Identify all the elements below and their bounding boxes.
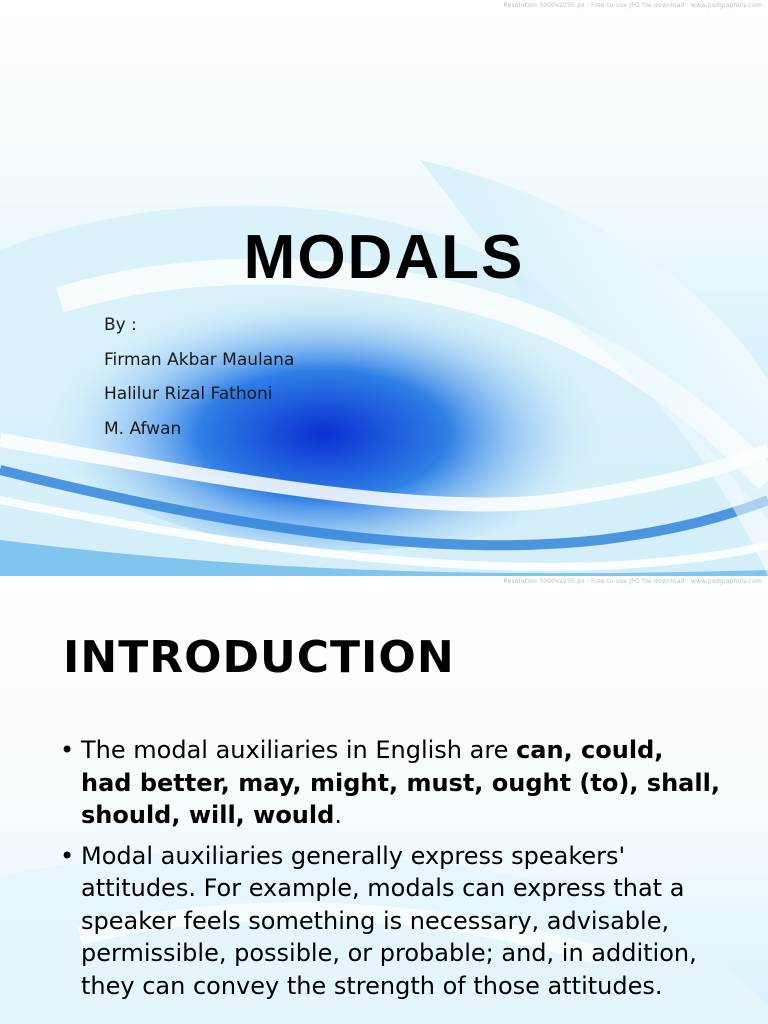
watermark-text: Resolution 3000x2250 px · Free-to-use JPG file download · www.psdgraphics.com bbox=[503, 2, 762, 9]
bullet-dot: • bbox=[60, 841, 75, 870]
bullet-item bbox=[60, 840, 720, 1003]
bullet-list bbox=[60, 734, 720, 1010]
modal-list: can, could, had better, may, might, must, ought (to), shall, should, will, would bbox=[81, 736, 720, 829]
section-heading: INTRODUCTION bbox=[63, 632, 455, 683]
author-name: Halilur Rizal Fathoni bbox=[104, 384, 273, 404]
author-list bbox=[104, 308, 294, 446]
author-name: M. Afwan bbox=[104, 418, 182, 439]
bullet-text: The modal auxiliaries in English are bbox=[81, 736, 517, 764]
author-name: Firman Akbar Maulana bbox=[104, 349, 295, 370]
bullet-text: Modal auxiliaries generally express speakers' attitudes. For example, modals can express that a speaker feels something is necessary, advisable, permissible, possible, or probable; and, in addition, they can convey the strength of those attitudes. bbox=[81, 841, 697, 1000]
bullet-dot: • bbox=[60, 736, 75, 764]
slide-title: MODALS bbox=[243, 223, 525, 292]
bullet-item bbox=[60, 734, 720, 832]
by-label: By : bbox=[104, 315, 137, 335]
watermark-text: Resolution 3000x2250 px · Free-to-use JPG file download · www.psdgraphics.com bbox=[503, 578, 762, 585]
bullet-punctuation: . bbox=[334, 801, 342, 829]
